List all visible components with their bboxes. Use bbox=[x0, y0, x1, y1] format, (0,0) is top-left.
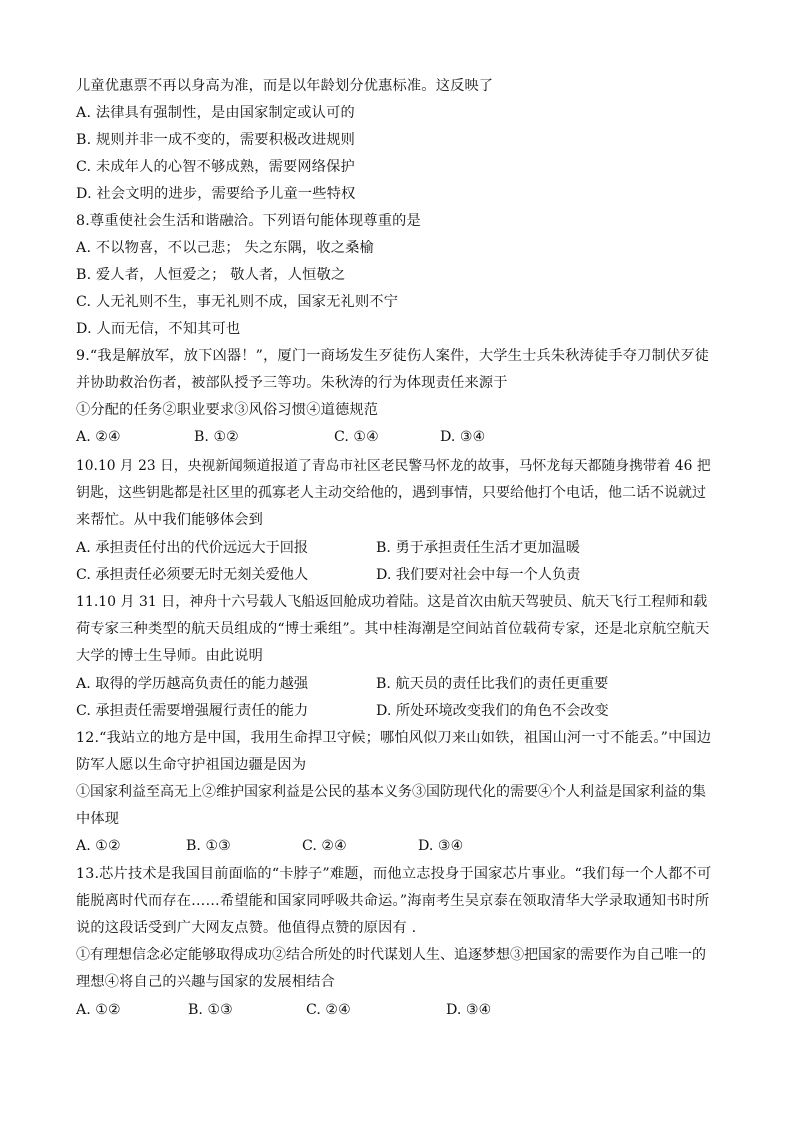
q12-option-a: A. ①② bbox=[76, 838, 121, 854]
q9-option-d: D. ③④ bbox=[440, 429, 486, 445]
q11-option-a: A. 取得的学历越高负责任的能力越强 bbox=[76, 676, 309, 692]
q12-option-d: D. ③④ bbox=[418, 838, 464, 854]
q8-option-b: B. 爱人者，人恒爱之； 敬人者，人恒敬之 bbox=[76, 267, 346, 283]
q10-stem-line-2: 钥匙，这些钥匙都是社区里的孤寡老人主动交给他的，遇到事情，只要给他打个电话，他二话不说就过 bbox=[76, 485, 706, 501]
q12-option-c: C. ②④ bbox=[302, 838, 347, 854]
q13-stem-line-1: 13.芯片技术是我国目前面临的“卡脖子”难题，而他立志投身于国家芯片事业。“我们每一个人都不可 bbox=[76, 866, 712, 882]
q7-option-a: A. 法律具有强制性，是由国家制定或认可的 bbox=[76, 105, 355, 121]
q11-option-c: C. 承担责任需要增强履行责任的能力 bbox=[76, 703, 309, 719]
q11-stem-line-3: 大学的博士生导师。由此说明 bbox=[76, 648, 264, 664]
q7-option-b: B. 规则并非一成不变的，需要积极改进规则 bbox=[76, 132, 356, 148]
q13-option-d: D. ③④ bbox=[446, 1002, 492, 1018]
q9-option-c: C. ①④ bbox=[334, 429, 379, 445]
q13-items-line-1: ①有理想信念必定能够取得成功②结合所处的时代谋划人生、追逐梦想③把国家的需要作为自己唯一的 bbox=[76, 947, 706, 963]
q7-option-d: D. 社会文明的进步，需要给予儿童一些特权 bbox=[76, 186, 356, 202]
q10-stem-line-1: 10.10 月 23 日，央视新闻频道报道了青岛市社区老民警马怀龙的故事，马怀龙每天都随身携带着 46 把 bbox=[76, 458, 711, 474]
q13-stem-line-2: 能脱离时代而存在……希望能和国家同呼吸共命运。”海南考生吴京泰在领取清华大学录取通知书时所 bbox=[76, 893, 710, 909]
q10-option-b: B. 勇于承担责任生活才更加温暖 bbox=[376, 540, 580, 556]
q13-option-b: B. ①③ bbox=[188, 1002, 233, 1018]
q9-stem-line-1: 9.“我是解放军，放下凶器！”，厦门一商场发生歹徒伤人案件，大学生士兵朱秋涛徒手夺刀制伏歹徒 bbox=[76, 348, 710, 364]
q11-stem-line-2: 荷专家三种类型的航天员组成的“博士乘组”。其中桂海潮是空间站首位载荷专家，还是北京航空航天 bbox=[76, 621, 710, 637]
q8-stem: 8.尊重使社会生活和谐融洽。下列语句能体现尊重的是 bbox=[76, 213, 421, 229]
q10-option-c: C. 承担责任必须要无时无刻关爱他人 bbox=[76, 567, 309, 583]
q9-items: ①分配的任务②职业要求③风俗习惯④道德规范 bbox=[76, 402, 379, 418]
q11-option-d: D. 所处环境改变我们的角色不会改变 bbox=[376, 703, 609, 719]
q12-stem-line-2: 防军人愿以生命守护祖国边疆是因为 bbox=[76, 757, 307, 773]
q12-stem-line-1: 12.“我站立的地方是中国，我用生命捍卫守候；哪怕风似刀来山如铁，祖国山河一寸不能丢。”中国边 bbox=[76, 730, 712, 746]
q11-option-b: B. 航天员的责任比我们的责任更重要 bbox=[376, 676, 609, 692]
q13-option-a: A. ①② bbox=[76, 1002, 121, 1018]
q10-option-a: A. 承担责任付出的代价远远大于回报 bbox=[76, 540, 309, 556]
q7-stem-tail: 儿童优惠票不再以身高为准，而是以年龄划分优惠标准。这反映了 bbox=[76, 78, 494, 94]
q13-option-c: C. ②④ bbox=[306, 1002, 351, 1018]
q13-items-line-2: 理想④将自己的兴趣与国家的发展相结合 bbox=[76, 974, 335, 990]
q10-stem-line-3: 来帮忙。从中我们能够体会到 bbox=[76, 512, 264, 528]
q8-option-a: A. 不以物喜，不以己悲； 失之东隅，收之桑榆 bbox=[76, 240, 374, 256]
q12-items-line-1: ①国家利益至高无上②维护国家利益是公民的基本义务③国防现代化的需要④个人利益是国家利益的集 bbox=[76, 784, 706, 800]
q12-items-line-2: 中体现 bbox=[76, 811, 120, 827]
q9-stem-line-2: 并协助救治伤者，被部队授予三等功。朱秋涛的行为体现责任来源于 bbox=[76, 375, 508, 391]
q8-option-c: C. 人无礼则不生，事无礼则不成，国家无礼则不宁 bbox=[76, 294, 399, 310]
q9-option-b: B. ①② bbox=[194, 429, 239, 445]
q13-stem-line-3: 说的这段话受到广大网友点赞。他值得点赞的原因有 . bbox=[76, 920, 417, 936]
q7-option-c: C. 未成年人的心智不够成熟，需要网络保护 bbox=[76, 159, 355, 175]
q12-option-b: B. ①③ bbox=[186, 838, 231, 854]
q8-option-d: D. 人而无信，不知其可也 bbox=[76, 321, 241, 337]
q9-option-a: A. ②④ bbox=[76, 429, 121, 445]
q11-stem-line-1: 11.10 月 31 日，神舟十六号载人飞船返回舱成功着陆。这是首次由航天驾驶员、航天飞行工程师和载 bbox=[76, 594, 708, 610]
q10-option-d: D. 我们要对社会中每一个人负责 bbox=[376, 567, 581, 583]
